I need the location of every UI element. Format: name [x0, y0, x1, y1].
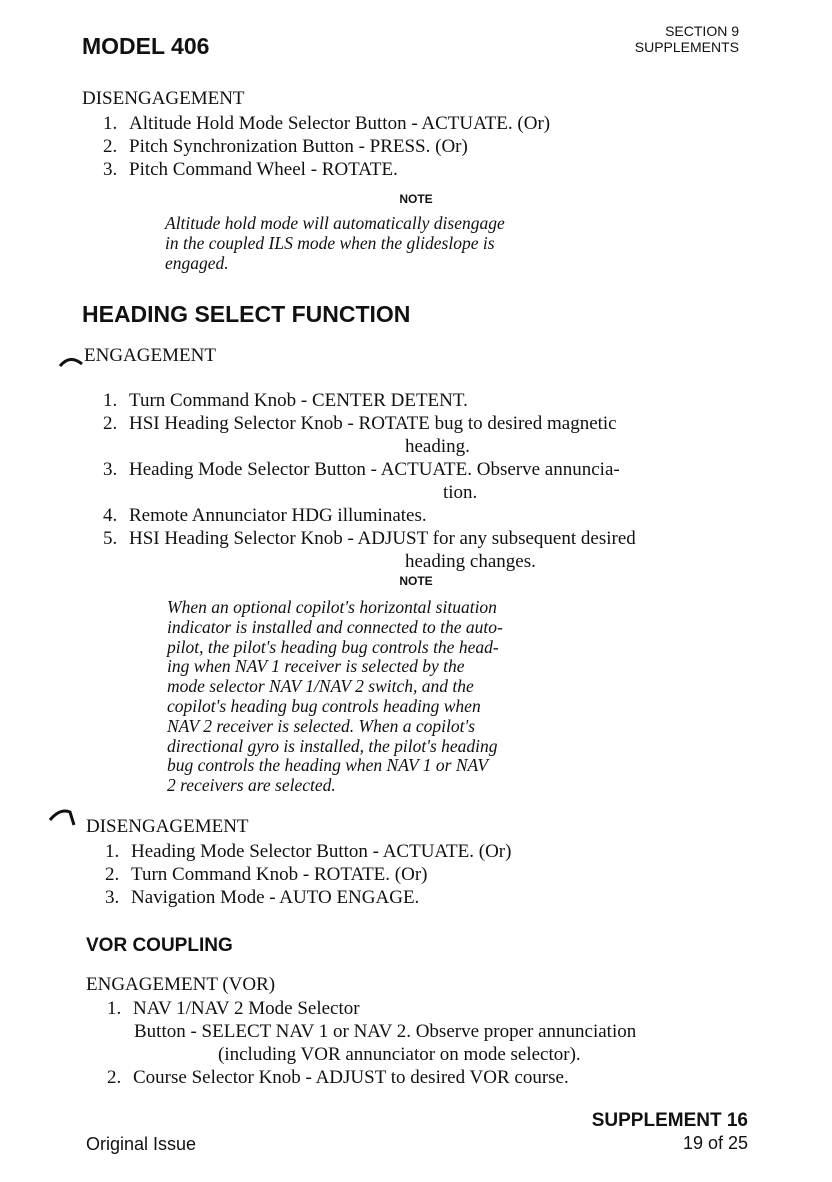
page-number: 19 of 25	[682, 1133, 748, 1153]
alt-disengagement-label: DISENGAGEMENT	[82, 88, 245, 109]
note-body: Altitude hold mode will automatically disengage in the coupled ILS mode when the glideslope is engaged.	[165, 213, 505, 273]
section-header	[635, 23, 739, 55]
heading-select-title: HEADING SELECT FUNCTION	[82, 301, 411, 327]
list-item-continuation: heading changes.	[405, 551, 536, 572]
issue-label: Original Issue	[86, 1134, 197, 1154]
list-item: 3. Navigation Mode - AUTO ENGAGE.	[105, 887, 420, 908]
note-body: When an optional copilot's horizontal situation indicator is installed and connected to the auto- pilot, the pilot's heading bug controls the head- ing when NAV 1 receiver is selected by the mode selector NAV 1/NAV 2 switch, and the copilot's heading bug controls heading when NAV 2 receiver is selected. When a copilot's directional gyro is installed, the pilot's heading bug controls the heading when NAV 1 or NAV 2 receivers are selected.	[167, 597, 503, 796]
section-number: SECTION 9	[665, 23, 739, 39]
hs-disengagement-label: DISENGAGEMENT	[86, 816, 249, 837]
revision-mark-icon	[58, 355, 84, 369]
section-name: SUPPLEMENTS	[634, 39, 739, 55]
vor-list	[107, 997, 757, 1089]
list-item-continuation: heading.	[405, 436, 470, 457]
hs-disengagement-list	[105, 840, 511, 909]
list-item: 3. Heading Mode Selector Button - ACTUATE. Observe annuncia-	[103, 459, 620, 480]
alt-disengagement-list	[103, 112, 550, 181]
list-item: 5. HSI Heading Selector Knob - ADJUST for any subsequent desired	[103, 528, 636, 549]
list-item: 1. Turn Command Knob - CENTER DETENT.	[103, 390, 468, 411]
list-item: 2. HSI Heading Selector Knob - ROTATE bug to desired magnetic	[103, 413, 617, 434]
vor-coupling-title: VOR COUPLING	[86, 935, 233, 956]
list-item: 4. Remote Annunciator HDG illuminates.	[103, 505, 427, 526]
list-item: 1. NAV 1/NAV 2 Mode Selector	[107, 998, 360, 1019]
hs-engagement-label: ENGAGEMENT	[84, 345, 216, 366]
model-title: MODEL 406	[82, 33, 210, 59]
list-item: 1. Altitude Hold Mode Selector Button - ACTUATE. (Or)	[103, 113, 551, 134]
vor-engagement-label: ENGAGEMENT (VOR)	[86, 974, 276, 995]
list-item: 1. Heading Mode Selector Button - ACTUATE. (Or)	[105, 841, 512, 862]
supplement-number: SUPPLEMENT 16	[591, 1110, 748, 1131]
list-item: 2. Course Selector Knob - ADJUST to desired VOR course.	[107, 1067, 569, 1088]
revision-mark-icon	[48, 808, 78, 828]
list-item: 2. Turn Command Knob - ROTATE. (Or)	[105, 864, 428, 885]
list-item: 2. Pitch Synchronization Button - PRESS. (Or)	[103, 136, 468, 157]
list-item-continuation: Button - SELECT NAV 1 or NAV 2. Observe proper annunciation	[134, 1021, 637, 1042]
note-title: NOTE	[399, 192, 433, 206]
list-item-continuation: tion.	[443, 482, 478, 503]
note-title: NOTE	[399, 574, 433, 588]
list-item-continuation: (including VOR annunciator on mode selector).	[218, 1044, 581, 1065]
hs-engagement-list	[103, 389, 745, 573]
list-item: 3. Pitch Command Wheel - ROTATE.	[103, 159, 398, 180]
